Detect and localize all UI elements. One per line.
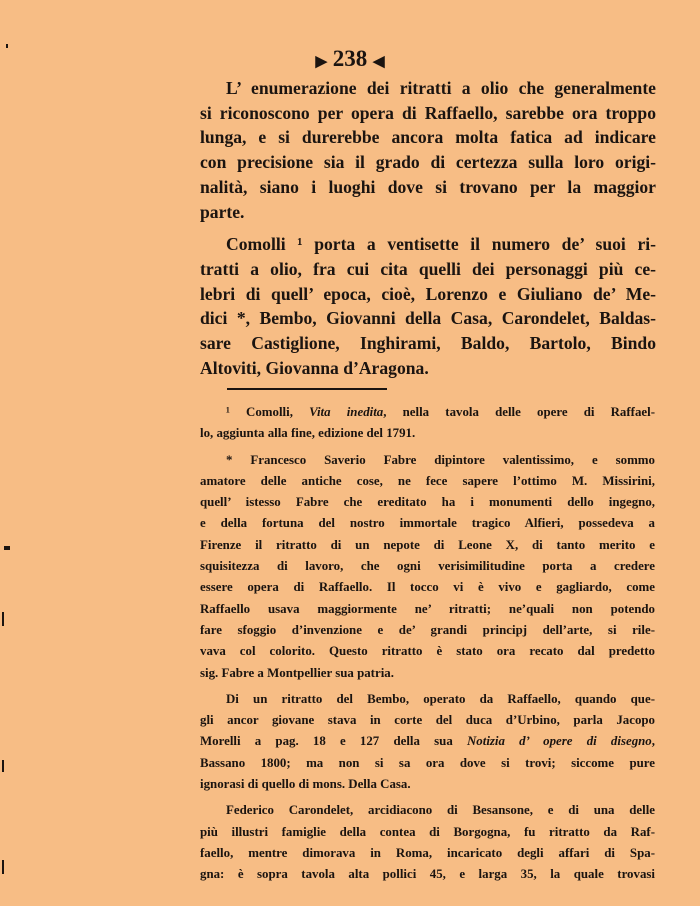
scan-speck: [2, 760, 4, 772]
text-line: parte.: [200, 201, 245, 222]
footnote-1: ¹ Comolli, Vita inedita, nella tavola delle opere di Raffael-: [226, 405, 655, 419]
text-line: L’ enumerazione dei ritratti a olio che generalmente: [226, 78, 656, 98]
footnote-line: lo, aggiunta alla fine, edizione del 1791.: [200, 426, 416, 441]
right-ornament-icon: ◀: [373, 54, 385, 70]
note-bembo: Di un ritratto del Bembo, operato da Raffaello, quando que-: [226, 691, 655, 706]
footnote-line: essere opera di Raffaello. Il tocco vi è vivo e gagliardo, come: [200, 580, 655, 595]
text-line: sare Castiglione, Inghirami, Baldo, Bartolo, Bindo: [200, 333, 656, 354]
note-carondelet: Federico Carondelet, arcidiacono di Besansone, e di una delle: [226, 803, 655, 818]
footnote-line: sig. Fabre a Montpellier sua patria.: [200, 665, 394, 680]
text-line: si riconoscono per opera di Raffaello, sarebbe ora troppo: [200, 102, 656, 123]
text-line: lebri di quell’ epoca, cioè, Lorenzo e Giuliano de’ Me-: [200, 283, 656, 304]
footnote-line: gna: è sopra tavola alta pollici 45, e larga 35, la quale trovasi: [200, 867, 655, 882]
book-title: Notizia d’ opere di disegno: [467, 734, 652, 749]
main-text: [200, 76, 656, 380]
footnote-line: squisitezza di lavoro, che ogni verisimilitudine porta a credere: [200, 559, 655, 574]
book-title: Vita inedita: [309, 405, 384, 419]
footnote-line: ignorasi di quello di mons. Della Casa.: [200, 777, 411, 792]
footnote-line: Firenze il ritratto di un nepote di Leone X, di tanto merito e: [200, 537, 655, 552]
footnote-line: quell’ istesso Fabre che ereditato ha i monumenti dello ingegno,: [200, 495, 655, 510]
text-line: tratti a olio, fra cui cita quelli dei personaggi più ce-: [200, 258, 656, 279]
footnote-line: Bassano 1800; ma non si sa ora dove si trovi; siccome pure: [200, 755, 655, 770]
text-line: nalità, siano i luoghi dove si trovano per la maggior: [200, 176, 656, 197]
text-line: Comolli ¹ porta a ventisette il numero de’ suoi ri-: [226, 234, 656, 255]
text-line: lunga, e si durerebbe ancora molta fatica ad indicare: [200, 127, 656, 148]
scan-speck: [6, 44, 8, 48]
footnote-line: faello, mentre dimorava in Roma, incaricato degli affari di Spa-: [200, 845, 655, 860]
footnotes: [200, 402, 655, 886]
scan-speck: [2, 860, 4, 874]
footnote-2: * Francesco Saverio Fabre dipintore valentissimo, e sommo: [226, 452, 655, 467]
footnote-line: fare sfoggio d’invenzione e de’ grandi principj dell’arte, si rile-: [200, 622, 655, 637]
footnote-line: vava col colorito. Questo ritratto è stato ora recato dal predetto: [200, 644, 655, 659]
page-number: 238: [332, 46, 368, 71]
text-line: con precisione sia il grado di certezza sulla loro origi-: [200, 152, 656, 173]
footnote-line: Raffaello usava maggiormente ne’ ritratti; ne’quali non potendo: [200, 601, 655, 616]
footnote-line: Morelli a pag. 18 e 127 della sua Notizia d’ opere di disegno,: [200, 734, 655, 749]
page-header: [0, 46, 700, 72]
left-ornament-icon: ▶: [315, 54, 327, 70]
footnote-line: gli ancor giovane stava in corte del duca d’Urbino, parla Jacopo: [200, 713, 655, 728]
scan-speck: [4, 546, 10, 550]
scan-speck: [2, 612, 4, 626]
footnote-line: e della fortuna del nostro immortale tragico Alfieri, possedeva a: [200, 516, 655, 531]
footnote-rule: [227, 388, 387, 390]
text-line: dici *, Bembo, Giovanni della Casa, Carondelet, Baldas-: [200, 308, 656, 329]
text-line: Altoviti, Giovanna d’Aragona.: [200, 357, 429, 378]
footnote-line: più illustri famiglie della contea di Borgogna, fu ritratto da Raf-: [200, 824, 655, 839]
footnote-line: amatore delle antiche cose, ne fece sapere l’ottimo M. Missirini,: [200, 473, 655, 488]
